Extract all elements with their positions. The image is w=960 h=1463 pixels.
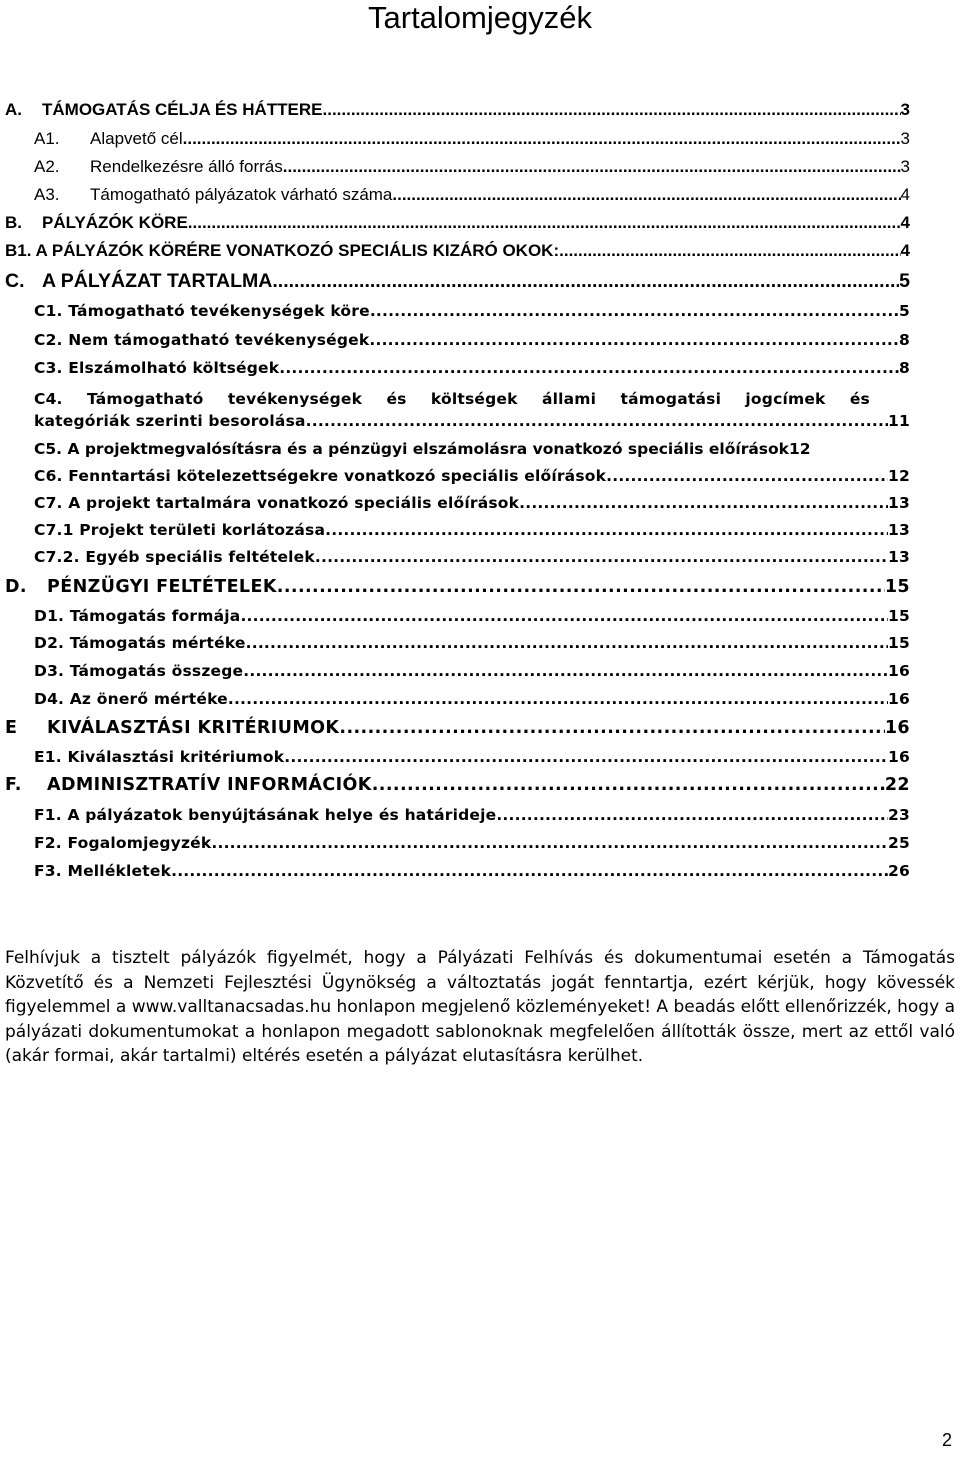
dot-leader — [183, 129, 901, 149]
toc-page-number: 5 — [899, 270, 910, 292]
toc-entry-c4[interactable] — [34, 388, 910, 432]
toc-page-number: 16 — [888, 748, 910, 766]
toc-page-number: 11 — [888, 412, 910, 430]
dot-leader — [306, 410, 888, 432]
dot-leader — [243, 662, 888, 680]
dot-leader — [315, 548, 888, 566]
dot-leader — [606, 467, 888, 485]
toc-entry-c2[interactable] — [34, 331, 910, 349]
dot-leader — [188, 213, 901, 233]
toc-entry-c7[interactable] — [34, 494, 910, 512]
dot-leader — [325, 521, 888, 539]
page-title: Tartalomjegyzék — [368, 0, 592, 35]
toc-page-number: 3 — [900, 100, 910, 119]
toc-entry-label: F3. Mellékletek — [34, 862, 172, 880]
toc-entry-label: KIVÁLASZTÁSI KRITÉRIUMOK — [47, 718, 340, 738]
toc-entry-label: C5. A projektmegvalósításra és a pénzügyi elszámolásra vonatkozó speciális előírások — [34, 440, 789, 458]
toc-entry-label: F1. A pályázatok benyújtásának helye és határideje — [34, 806, 497, 824]
dot-leader — [283, 157, 901, 177]
toc-entry-label: C6. Fenntartási kötelezettségekre vonatkozó speciális előírások — [34, 467, 607, 485]
toc-entry-c3[interactable] — [34, 359, 910, 377]
toc-page-number: 16 — [888, 662, 910, 680]
dot-leader — [496, 806, 888, 824]
toc-entry-label: F2. Fogalomjegyzék — [34, 834, 212, 852]
toc-entry-label: Támogatható pályázatok várható száma — [90, 185, 393, 204]
dot-leader — [171, 862, 888, 880]
toc-entry-b[interactable] — [5, 213, 910, 233]
dot-leader — [372, 775, 885, 795]
toc-entry-f[interactable] — [5, 775, 910, 795]
toc-page-number: 3 — [900, 129, 910, 148]
toc-entry-c5[interactable] — [34, 440, 924, 458]
page-number: 2 — [941, 1430, 952, 1450]
toc-page-number: 22 — [884, 775, 910, 795]
toc-entry-number: D. — [5, 577, 27, 597]
toc-entry-c1[interactable] — [34, 302, 910, 320]
toc-entry-label: B1. A PÁLYÁZÓK KÖRÉRE VONATKOZÓ SPECIÁLIS KIZÁRÓ OKOK: — [5, 241, 560, 260]
toc-entry-d2[interactable] — [34, 634, 910, 652]
dot-leader — [392, 185, 900, 205]
toc-page-number: 16 — [888, 690, 910, 708]
toc-entry-label: Rendelkezésre álló forrás — [90, 157, 283, 176]
toc-entry-c6[interactable] — [34, 467, 910, 485]
toc-entry-label-cont: kategóriák szerinti besorolása — [34, 412, 306, 430]
toc-page-number: 13 — [888, 548, 910, 566]
toc-entry-number: E — [5, 718, 18, 738]
toc-page-number: 12 — [888, 467, 910, 485]
dot-leader — [369, 331, 899, 349]
toc-page-number: 15 — [888, 634, 910, 652]
toc-entry-c7-2[interactable] — [34, 548, 910, 566]
toc-entry-label: C3. Elszámolható költségek — [34, 359, 280, 377]
toc-entry-d1[interactable] — [34, 607, 910, 625]
toc-entry-c7-1[interactable] — [34, 521, 910, 539]
toc-entry-label: D1. Támogatás formája — [34, 607, 241, 625]
dot-leader — [339, 718, 884, 738]
toc-entry-a[interactable] — [5, 100, 910, 120]
toc-entry-number: A1. — [34, 129, 60, 148]
dot-leader — [559, 241, 900, 261]
toc-entry-number: F. — [5, 775, 22, 795]
toc-page-number: 15 — [888, 607, 910, 625]
dot-leader — [246, 634, 888, 652]
toc-entry-b1[interactable] — [5, 241, 910, 261]
toc-entry-label: D4. Az önerő mértéke — [34, 690, 228, 708]
toc-entry-label: ADMINISZTRATÍV INFORMÁCIÓK — [47, 775, 372, 795]
toc-page-number: 23 — [888, 806, 910, 824]
dot-leader — [277, 577, 885, 597]
toc-entry-a1[interactable] — [34, 129, 910, 149]
toc-entry-f3[interactable] — [34, 862, 910, 880]
toc-entry-label: C2. Nem támogatható tevékenységek — [34, 331, 370, 349]
toc-page-number: 8 — [899, 359, 910, 377]
toc-entry-a2[interactable] — [34, 157, 910, 177]
toc-entry-label: E1. Kiválasztási kritériumok — [34, 748, 285, 766]
toc-page-number: 13 — [888, 521, 910, 539]
toc-page-number: 25 — [888, 834, 910, 852]
toc-entry-label: D2. Támogatás mértéke — [34, 634, 246, 652]
toc-page-number: 8 — [899, 331, 910, 349]
toc-entry-label: PÁLYÁZÓK KÖRE — [42, 213, 188, 232]
toc-page-number: 12 — [789, 440, 811, 458]
toc-entry-f1[interactable] — [34, 806, 910, 824]
toc-entry-d3[interactable] — [34, 662, 910, 680]
toc-entry-label: C4. Támogatható tevékenységek és költségek állami támogatási jogcímek és — [34, 390, 870, 408]
toc-entry-label: C7.1 Projekt területi korlátozása — [34, 521, 326, 539]
toc-entry-number: A2. — [34, 157, 60, 176]
dot-leader — [211, 834, 888, 852]
toc-page-number: 13 — [888, 494, 910, 512]
toc-page-number: 26 — [888, 862, 910, 880]
dot-leader — [228, 690, 888, 708]
toc-entry-d[interactable] — [5, 577, 910, 597]
toc-entry-label: C7.2. Egyéb speciális feltételek — [34, 548, 315, 566]
notice-paragraph: Felhívjuk a tisztelt pályázók figyelmét, hogy a Pályázati Felhívás és dokumentumai esetén a Támogatás Közvetítő és a Nemzeti Fejlesztési Ügynökség a változtatás jogát fenntartja, ezért kérjük, hogy kövessék figyelemmel a www.valltanacsadas.hu honlapon megjelenő közleményeket! A beadás előtt ellenőrizzék, hogy a pályázati dokumentumokat a honlapon megadott sablonoknak megfelelően állították össze, mert az ettől való (akár formai, akár tartalmi) eltérés esetén a pályázat elutasításra kerülhet. — [5, 948, 955, 1067]
dot-leader — [240, 607, 888, 625]
toc-entry-label: TÁMOGATÁS CÉLJA ÉS HÁTTERE — [42, 100, 323, 119]
toc-entry-number: A3. — [34, 185, 60, 204]
toc-entry-c[interactable] — [5, 270, 910, 293]
toc-entry-label: D3. Támogatás összege — [34, 662, 244, 680]
toc-entry-a3[interactable] — [34, 185, 910, 205]
dot-leader — [272, 270, 899, 293]
dot-leader — [519, 494, 888, 512]
dot-leader — [279, 359, 899, 377]
toc-page-number: 15 — [884, 577, 910, 597]
toc-entry-label: C7. A projekt tartalmára vonatkozó speciális előírások — [34, 494, 520, 512]
toc-entry-d4[interactable] — [34, 690, 910, 708]
dot-leader — [370, 302, 899, 320]
toc-entry-e[interactable] — [5, 718, 910, 738]
dot-leader — [323, 100, 901, 120]
toc-entry-number: A. — [5, 100, 22, 119]
toc-page-number: 4 — [900, 213, 910, 232]
toc-entry-f2[interactable] — [34, 834, 910, 852]
toc-entry-label: Alapvető cél — [90, 129, 183, 148]
toc-page-number: 5 — [899, 302, 910, 320]
toc-entry-e1[interactable] — [34, 748, 910, 766]
dot-leader — [284, 748, 888, 766]
toc-entry-number: C. — [5, 270, 25, 292]
toc-page-number: 3 — [900, 157, 910, 176]
toc-page-number: 4 — [900, 241, 910, 260]
toc-page-number: 16 — [884, 718, 910, 738]
toc-page-number: 4 — [900, 185, 910, 204]
toc-entry-label: PÉNZÜGYI FELTÉTELEK — [47, 577, 277, 597]
toc-entry-label: A PÁLYÁZAT TARTALMA — [42, 270, 273, 292]
toc-entry-label: C1. Támogatható tevékenységek köre — [34, 302, 370, 320]
toc-entry-number: B. — [5, 213, 22, 232]
